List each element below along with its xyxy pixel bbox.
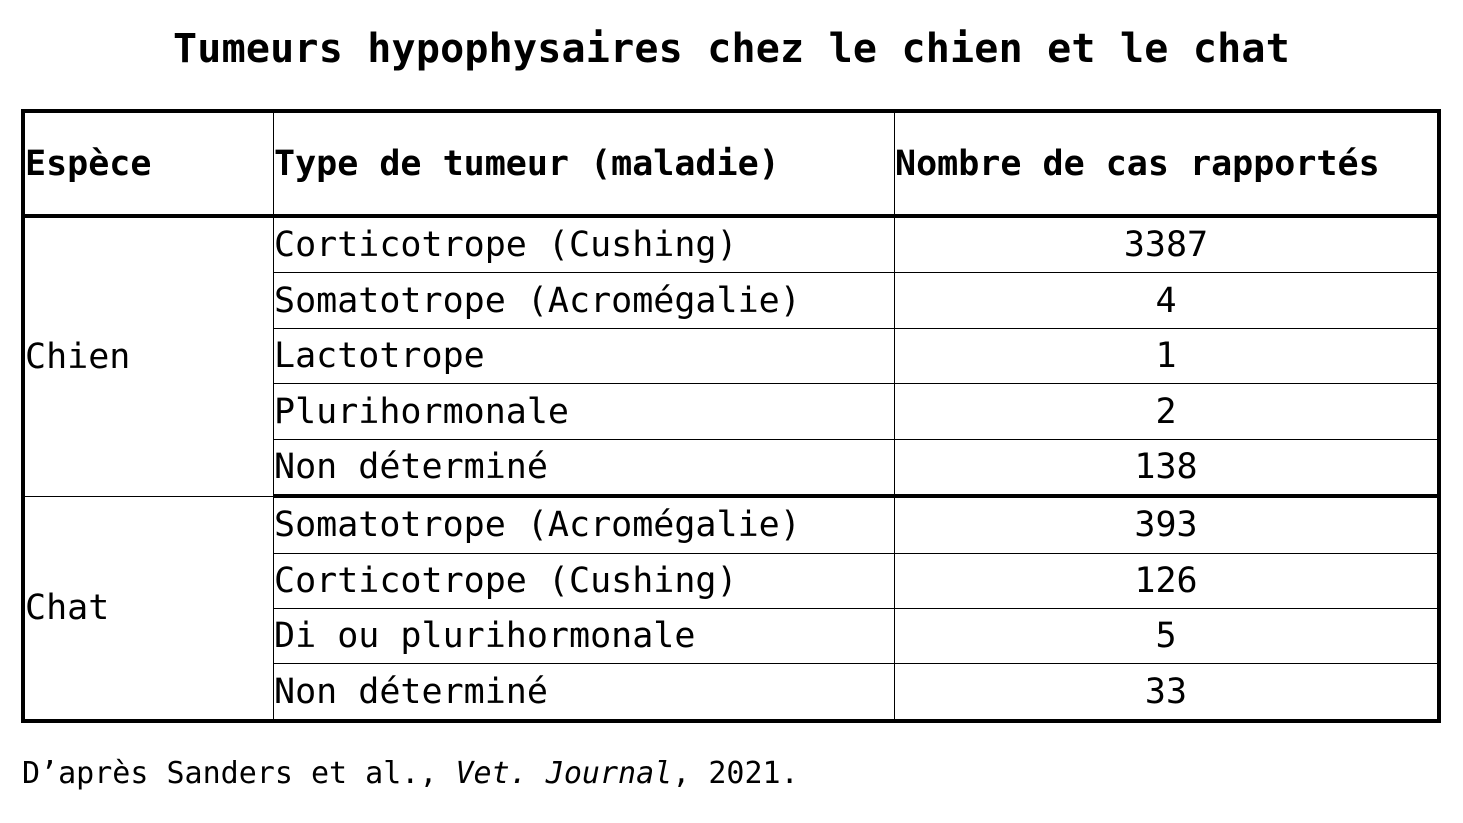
header-tumor-type: Type de tumeur (maladie) (274, 111, 895, 216)
case-count-cell: 2 (895, 384, 1440, 439)
citation-prefix: D’après Sanders et al., (22, 756, 456, 791)
case-count-cell: 126 (895, 553, 1440, 608)
header-case-count: Nombre de cas rapportés (895, 111, 1440, 216)
table-row (23, 496, 1439, 553)
case-count-cell: 3387 (895, 216, 1440, 273)
tumor-type-cell: Somatotrope (Acromégalie) (274, 273, 895, 328)
case-count-cell: 33 (895, 664, 1440, 721)
source-citation (22, 756, 799, 791)
tumor-table (21, 109, 1441, 723)
tumor-type-cell: Non déterminé (274, 664, 895, 721)
case-count-cell: 138 (895, 439, 1440, 496)
citation-journal: Vet. Journal (455, 756, 673, 791)
case-count-cell: 393 (895, 496, 1440, 553)
case-count-cell: 5 (895, 609, 1440, 664)
tumor-type-cell: Corticotrope (Cushing) (274, 216, 895, 273)
tumor-type-cell: Lactotrope (274, 328, 895, 383)
tumor-type-cell: Plurihormonale (274, 384, 895, 439)
citation-suffix: , 2021. (672, 756, 799, 791)
table-row (23, 216, 1439, 273)
table-header-row (23, 111, 1439, 216)
tumor-type-cell: Corticotrope (Cushing) (274, 553, 895, 608)
species-cell-chat: Chat (23, 496, 274, 721)
tumor-type-cell: Non déterminé (274, 439, 895, 496)
header-species: Espèce (23, 111, 274, 216)
page-title: Tumeurs hypophysaires chez le chien et le chat (173, 26, 1290, 72)
species-cell-chien: Chien (23, 216, 274, 496)
tumor-type-cell: Di ou plurihormonale (274, 609, 895, 664)
case-count-cell: 1 (895, 328, 1440, 383)
case-count-cell: 4 (895, 273, 1440, 328)
tumor-type-cell: Somatotrope (Acromégalie) (274, 496, 895, 553)
